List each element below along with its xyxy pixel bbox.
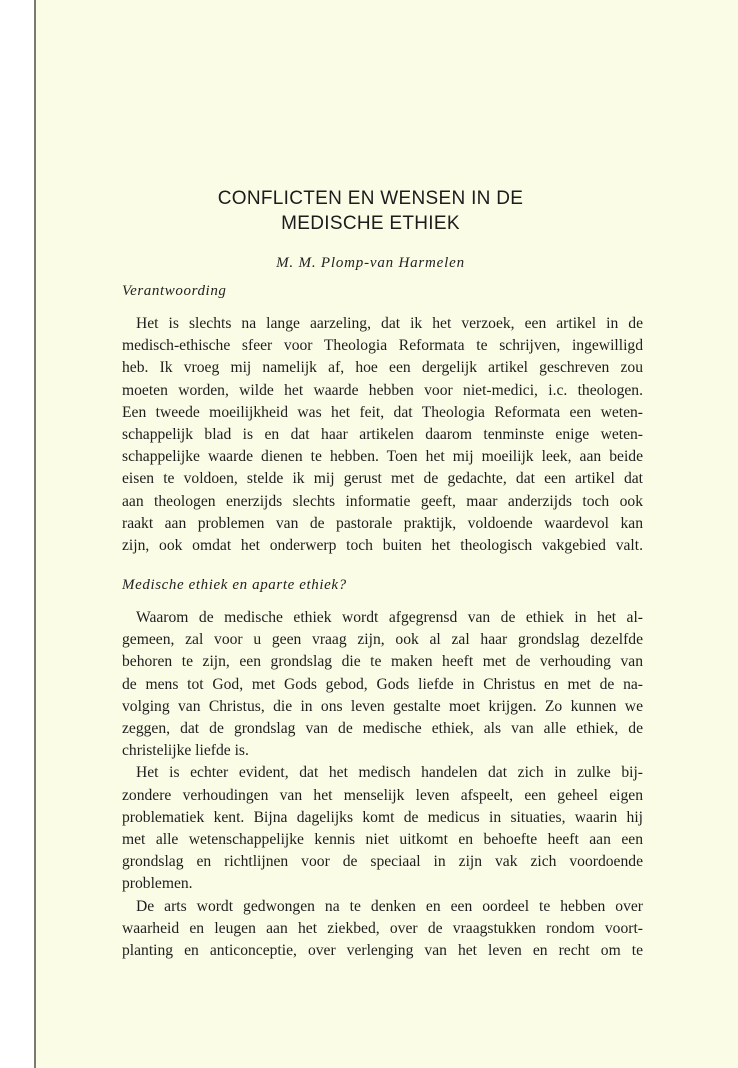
text-line: christelijke liefde is.	[122, 742, 249, 760]
text-line: problemen.	[122, 875, 193, 893]
section-heading: Medische ethiek en aparte ethiek?	[122, 577, 347, 593]
text-line: Het is slechts na lange aarzeling, dat ik het verzoek, een artikel in de	[136, 315, 643, 332]
article-title	[36, 186, 738, 236]
text-line: grondslag en richtlijnen voor de speciaal in zijn vak zich voordoende	[122, 853, 643, 871]
text-line: met alle wetenschappelijke kennis niet uitkomt en behoefte heeft aan een	[122, 830, 643, 848]
title-line: CONFLICTEN EN WENSEN IN DE	[217, 188, 524, 209]
section-heading: Verantwoording	[122, 283, 227, 299]
text-line: schappelijk blad is en dat haar artikelen daarom tenminste enige weten-	[122, 425, 643, 443]
text-line: moeten worden, wilde het waarde hebben voor niet-medici, i.c. theologen.	[122, 381, 643, 399]
text-line: de mens tot God, met Gods gebod, Gods liefde in Christus en met de na-	[122, 675, 643, 693]
text-line: heb. Ik vroeg mij namelijk af, hoe een dergelijk artikel geschreven zou	[122, 359, 643, 377]
paragraph	[122, 607, 643, 762]
text-line: eisen te voldoen, stelde ik mij gerust met de gedachte, dat een artikel dat	[122, 470, 643, 488]
text-line: volging van Christus, die in ons leven gestalte moet krijgen. Zo kunnen we	[122, 697, 643, 715]
text-line: zeggen, dat de grondslag van de medische ethiek, als van alle ethiek, de	[122, 719, 643, 737]
document-page	[34, 0, 738, 1068]
text-line: aan theologen enerzijds slechts informatie geeft, maar anderzijds toch ook	[122, 492, 643, 510]
text-line: problematiek kent. Bijna dagelijks komt de medicus in situaties, waarin hij	[122, 808, 643, 826]
text-line: behoren te zijn, een grondslag die te maken heeft met de verhouding van	[122, 653, 643, 671]
text-line: raakt aan problemen van de pastorale praktijk, voldoende waardevol kan	[122, 514, 643, 532]
text-line: zijn, ook omdat het onderwerp toch buiten het theologisch vakgebied valt.	[122, 536, 643, 554]
paragraph	[122, 762, 643, 895]
title-line: MEDISCHE ETHIEK	[281, 213, 460, 234]
text-line: zondere verhoudingen van het menselijk leven afspeelt, een geheel eigen	[122, 786, 643, 804]
text-line: De arts wordt gedwongen na te denken en een oordeel te hebben over	[136, 897, 643, 915]
paragraph	[122, 313, 643, 557]
paragraph	[122, 896, 643, 963]
text-line: Een tweede moeilijkheid was het feit, dat Theologia Reformata een weten-	[122, 403, 643, 421]
text-line: gemeen, zal voor u geen vraag zijn, ook al zal haar grondslag dezelfde	[122, 631, 643, 649]
text-line: Het is echter evident, dat het medisch handelen dat zich in zulke bij-	[136, 764, 643, 782]
author-byline: M. M. Plomp-van Harmelen	[276, 255, 465, 271]
text-line: schappelijke waarde dienen te hebben. Toen het mij moeilijk leek, aan beide	[122, 448, 643, 466]
text-line: Waarom de medische ethiek wordt afgegrensd van de ethiek in het al-	[136, 609, 643, 626]
text-line: planting en anticonceptie, over verlenging van het leven en recht om te	[122, 941, 643, 959]
text-line: waarheid en leugen aan het ziekbed, over de vraagstukken rondom voort-	[122, 919, 643, 937]
text-line: medisch-ethische sfeer voor Theologia Reformata te schrijven, ingewilligd	[122, 337, 643, 355]
